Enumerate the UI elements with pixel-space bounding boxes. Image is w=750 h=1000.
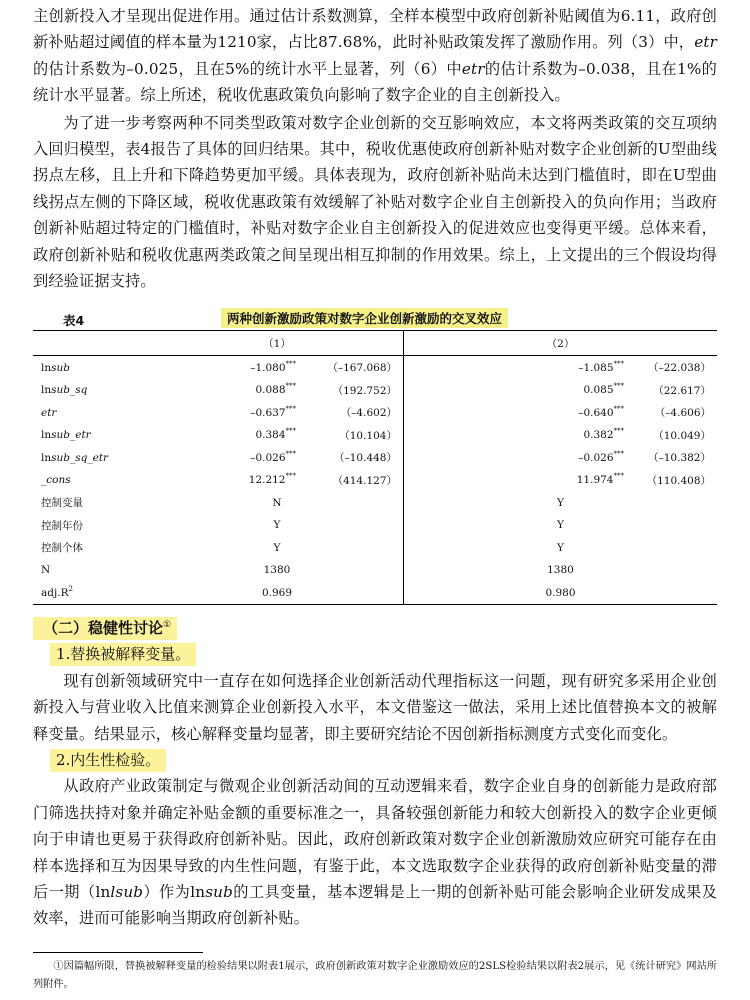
table-row	[33, 446, 717, 469]
coefficient-col2: –1.085***	[404, 356, 628, 379]
coefficient-col1: 0.088***	[255, 382, 296, 397]
tstat-col1: （–10.448）	[334, 452, 397, 465]
table-control-row	[33, 491, 717, 514]
table-header-row	[33, 331, 717, 356]
control-label: $adj.R^2$	[33, 581, 151, 604]
table-row	[33, 469, 717, 492]
coefficient-col2: 0.085***	[404, 379, 628, 402]
subheading-row-1	[33, 641, 717, 667]
table-row	[33, 379, 717, 402]
coefficient-col2: 0.382***	[404, 424, 628, 447]
coefficient-col1: 0.384***	[255, 427, 296, 442]
coefficient-col1: –0.637***	[250, 404, 296, 419]
table-control-row	[33, 581, 717, 604]
control-label: 控制个体	[41, 542, 83, 555]
variable-name: lnsub_sq_etr	[41, 451, 109, 464]
table-title: 两种创新激励政策对数字企业创新激励的交叉效应	[221, 308, 508, 328]
table-control-row	[33, 559, 717, 582]
variable-name: lnsub	[41, 361, 70, 374]
coefficient-col1: –0.026***	[250, 449, 296, 464]
table-caption	[33, 308, 717, 330]
body-paragraph-3: 现有创新领域研究中一直存在如何选择企业创新活动代理指标这一问题，现有研究多采用企业创新投入与营业收入比值来测算企业创新投入水平，本文借鉴这一做法，采用上述比值替换本文的被解释变量。结果显示，核心解释变量均显著，即主要研究结论不因创新指标测度方式变化而变化。	[33, 671, 717, 743]
column-2-header: （2）	[404, 331, 718, 356]
subheading-1: 1.替换被解释变量。	[50, 643, 196, 666]
coefficient-col1: –1.080***	[250, 359, 296, 374]
tstat-col1: （–4.602）	[340, 407, 397, 420]
footnote-ref[interactable]: ①	[163, 619, 172, 630]
control-label: 控制年份	[41, 519, 83, 532]
table-row	[33, 401, 717, 424]
tstat-col2: （10.049）	[653, 429, 711, 442]
table-control-row	[33, 514, 717, 537]
section-heading-text: （二）稳健性讨论	[43, 618, 164, 637]
control-value-col2: Y	[404, 514, 718, 537]
regression-table	[33, 308, 717, 605]
control-value-col2: 1380	[404, 559, 718, 582]
body-paragraph-2: 为了进一步考察两种不同类型政策对数字企业创新的交互影响效应，本文将两类政策的交互项纳入回归模型，表4报告了具体的回归结果。其中，税收优惠使政府创新补贴对数字企业创新的U型曲线拐点左移，且上升和下降趋势更加平缓。具体表现为，政府创新补贴尚未达到门槛值时，即在U型曲线拐点左侧的下降区域，税收优惠政策有效缓解了补贴对数字企业自主创新投入的负向作用；当政府创新补贴超过特定的门槛值时，补贴对数字企业自主创新投入的促进效应也变得更平缓。总体来看，政府创新补贴和税收优惠两类政策之间呈现出相互抑制的作用效果。综上，上文提出的三个假设均得到经验证据支持。	[33, 113, 717, 291]
table-body	[33, 330, 717, 605]
control-value-col2: Y	[404, 491, 718, 514]
control-value-col1: N	[272, 496, 282, 509]
control-value-col2: Y	[404, 536, 718, 559]
control-label: 控制变量	[41, 497, 83, 510]
section-heading-row	[33, 615, 717, 641]
body-paragraph-4: 从政府产业政策制定与微观企业创新活动间的互动逻辑来看，数字企业自身的创新能力是政府部门筛选扶持对象并确定补贴金额的重要标准之一，具备较强创新能力和较大创新投入的数字企业更倾向于申请也更易于获得政府创新补贴。因此，政府创新政策对数字企业创新激励效应研究可能存在由样本选择和互为因果导致的内生性问题，有鉴于此，本文选取数字企业获得的政府创新补贴变量的滞后一期（lnlsub）作为lnsub的工具变量，基本逻辑是上一期的创新补贴可能会影响企业研发成果及效率，进而可能影响当期政府创新补贴。	[33, 777, 718, 928]
tstat-col2: （22.617）	[653, 384, 711, 397]
control-value-col1: 1380	[263, 564, 291, 577]
paper-page	[33, 0, 718, 990]
footnote-rule	[33, 952, 203, 953]
tstat-col2: （–4.606）	[654, 407, 711, 420]
coefficient-col2: –0.640***	[404, 401, 628, 424]
control-value-col1: Y	[273, 519, 281, 532]
variable-name: etr	[41, 406, 57, 419]
column-1-header: （1）	[151, 331, 404, 356]
control-value-col2: 0.980	[404, 581, 718, 604]
coefficient-col1: 12.212***	[248, 472, 296, 487]
variable-name: lnsub_etr	[41, 429, 91, 442]
coefficient-col2: –0.026***	[404, 446, 628, 469]
section-heading	[33, 617, 177, 640]
table-control-row	[33, 536, 717, 559]
tstat-col1: （414.127）	[332, 474, 397, 487]
table-row	[33, 424, 717, 447]
body-paragraph-1: 主创新投入才呈现出促进作用。通过估计系数测算，全样本模型中政府创新补贴阈值为6.11，政府创新补贴超过阈值的样本量为1210家，占比87.68%，此时补贴政策发挥了激励作用。列（3）中，etr的估计系数为–0.025，且在5%的统计水平上显著，列（6）中etr的估计系数为–0.038，且在1%的统计水平显著。综上所述，税收优惠政策负向影响了数字企业的自主创新投入。	[33, 7, 717, 105]
variable-name: _cons	[41, 474, 71, 487]
tstat-col1: （192.752）	[332, 384, 397, 397]
table-number: 表4	[63, 313, 85, 329]
variable-name: lnsub_sq	[41, 384, 88, 397]
control-value-col1: Y	[273, 541, 281, 554]
tstat-col1: （–167.068）	[327, 362, 397, 375]
control-label: N	[41, 564, 51, 577]
coefficient-col2: 11.974***	[404, 469, 628, 492]
tstat-col2: （–22.038）	[648, 362, 711, 375]
footnote: ①因篇幅所限，替换被解释变量的检验结果以附表1展示，政府创新政策对数字企业激励效应的2SLS检验结果以附表2展示，见《统计研究》网站所列附件。	[33, 961, 717, 990]
table-row	[33, 356, 717, 379]
tstat-col1: （10.104）	[339, 429, 397, 442]
subheading-row-2	[33, 747, 717, 773]
control-value-col1: 0.969	[151, 581, 404, 604]
tstat-col2: （110.408）	[646, 474, 711, 487]
subheading-2: 2.内生性检验。	[50, 749, 166, 772]
tstat-col2: （–10.382）	[648, 452, 711, 465]
